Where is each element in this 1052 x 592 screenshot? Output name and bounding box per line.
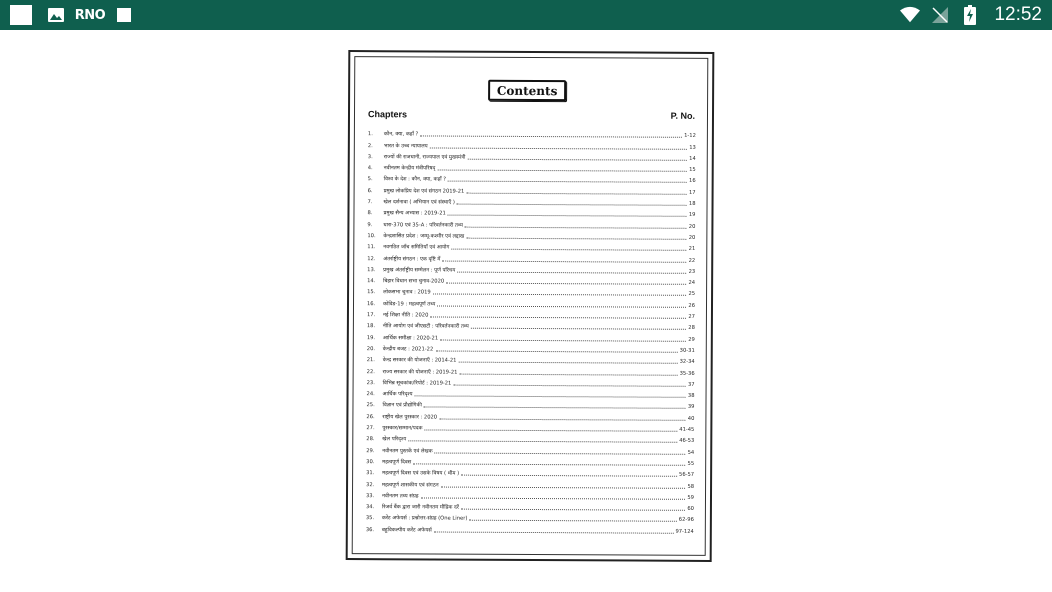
toc-row-number: 32. [366,481,375,488]
toc-row-page: 97-124 [675,528,694,535]
toc-row-title: करेंट अफेयर्स : प्रश्नोत्तर-संग्रह (One Liner) [381,515,468,523]
blank-notification-icon [10,5,32,25]
toc-row-page: 15 [689,167,696,174]
toc-row-page: 22 [688,257,696,264]
clock-time: 12:52 [994,4,1042,25]
toc-row-page: 46-53 [679,438,695,445]
toc-row-number: 17. [366,312,376,319]
toc-row-number: 14. [367,278,376,285]
toc-row-title: राष्ट्रीय खेल पुरस्कार : 2020 [382,413,438,421]
page-number-header: P. No. [670,110,696,121]
toc-row-page: 13 [689,144,696,151]
toc-row-number: 3. [367,154,373,161]
toc-row-title: अंतर्राष्ट्रीय संगठन : एक दृष्टि में [383,255,441,263]
toc-row-number: 22. [366,368,375,375]
toc-row-page: 58 [687,483,695,490]
toc-row-page: 41-45 [679,426,695,433]
toc-row-title: राज्यों की राजधानी, राज्यपाल एवं मुख्यमंत्री [383,154,466,161]
toc-row-number: 20. [366,346,376,353]
toc-row-page: 14 [689,155,696,162]
toc-row-title: कौन, क्या, कहाँ ? [383,131,419,138]
toc-row-number: 18. [366,323,376,330]
toc-row-page: 37 [687,381,695,388]
toc-row-number: 24. [366,391,375,398]
toc-row-title: विभिन्न सूचकांक/रिपोर्ट : 2019-21 [382,380,452,387]
battery-charging-icon [960,5,980,25]
font-icon [114,5,134,25]
toc-row-title: भारत के उच्च न्यायालय [383,142,428,150]
toc-row-number: 4. [367,165,373,172]
toc-row-title: नवीनतम केन्द्रीय मंत्रीपरिषद् [383,165,436,172]
toc-row-page: 18 [688,200,696,207]
toc-row-title: बहुविकल्पीय करेंट अफेयर्स [381,526,432,534]
toc-row-number: 6. [367,187,373,194]
toc-row-page: 23 [688,268,696,275]
toc-row-number: 15. [367,289,376,296]
toc-row-page: 59 [687,494,695,501]
toc-row-number: 28. [366,436,375,443]
contents-page [346,50,715,562]
toc-row-page: 54 [687,449,695,456]
toc-row-page: 20 [688,223,696,230]
toc-row-page: 39 [687,404,695,411]
toc-row-page: 55 [687,460,695,467]
toc-row-title: प्रमुख सैन्य अभ्यास : 2019-21 [383,210,446,217]
toc-row-title: नवीनतम पुस्तकें एवं लेखक [382,447,433,455]
status-bar [0,0,1052,30]
toc-row-page: 56-57 [679,471,695,479]
toc-row-title: केन्द्र सरकार की योजनाएँ : 2014-21 [382,357,457,364]
toc-row-number: 12. [367,255,376,262]
toc-row-number: 27. [366,425,375,432]
toc-row-title: बिहार विधान सभा चुनाव-2020 [383,278,445,285]
toc-row-number: 13. [367,267,376,274]
toc-row-title: खेल परिदृश्य [382,436,407,443]
toc-row-page: 28 [688,325,695,332]
document-image[interactable] [347,51,711,559]
toc-row-leader [434,530,674,533]
toc-row-number: 9. [367,221,373,228]
toc-row-page: 62-96 [678,517,694,524]
toc-row-title: आर्थिक समीक्षा : 2020-21 [382,334,439,342]
toc-row-number: 8. [367,210,373,217]
toc-row-number: 25. [366,402,375,409]
toc-row-title: केन्द्रीय बजट : 2021-22 [382,346,434,353]
toc-row-page: 1-12 [684,133,696,140]
toc-row-title: महत्वपूर्ण दिवस [382,459,412,466]
toc-row-title: प्रमुख लोकप्रिय देश एवं संगठन 2019-21 [383,188,465,195]
toc-row-number: 26. [366,413,375,420]
toc-row-page: 29 [688,336,695,343]
toc-row [366,522,694,535]
status-bar-left [10,4,134,26]
toc-row-title: नवीनतम तथ्य संग्रह [381,493,419,500]
toc-row-number: 7. [367,199,373,206]
toc-row-number: 19. [366,334,376,341]
toc-row-number: 11. [367,244,376,251]
toc-row-number: 16. [366,300,376,307]
toc-row-title: खेल दर्शनावा ( अभियान एवं संस्थाएँ ) [383,199,455,206]
toc-row-title: लोकसभा चुनाव : 2019 [383,289,431,296]
chapters-header: Chapters [367,109,408,120]
toc-row-number: 30. [366,459,375,466]
toc-row-number: 5. [367,176,373,183]
table-of-contents [366,126,696,534]
image-icon [46,5,66,25]
toc-row-page: 38 [687,392,695,399]
toc-row-page: 21 [688,246,696,253]
toc-row-title: प्रमुख अंतर्राष्ट्रीय सम्मेलन : पूर्ण परिचय [383,267,456,274]
toc-row-number: 33. [365,492,375,499]
toc-row-title: केन्द्रशासित प्रदेश : जम्मू-कश्मीर एवं लद्दाख [383,233,465,240]
toc-row-number: 21. [366,357,375,364]
app-text-icon: RNO [74,7,106,23]
toc-row-page: 17 [688,189,696,196]
contents-title: Contents [488,80,566,101]
toc-row-page: 26 [688,302,696,309]
toc-row-number: 1. [367,131,373,138]
toc-row-page: 16 [689,178,696,185]
toc-row-title: महत्वपूर्ण शासकीय एवं संगठन [382,481,439,489]
toc-row-title: रिजर्व बैंक द्वारा जारी नवीनतम मौद्रिक दरें [381,504,459,511]
toc-row-number: 36. [365,526,375,533]
toc-row-page: 40 [687,415,695,422]
signal-icon [930,5,950,25]
toc-row-page: 32-34 [679,359,695,366]
toc-row-title: नीति आयोग एवं जीएसटी : परिवर्तनकारी तथ्य [382,323,469,331]
toc-row-number: 31. [366,470,375,477]
toc-row-page: 24 [688,279,696,287]
toc-row-page: 35-36 [679,370,695,377]
toc-row-page: 25 [688,291,696,298]
toc-row-title: महत्वपूर्ण दिवस एवं उसके विषय ( थीम ) [382,470,460,477]
toc-row-title: धारा-370 एवं 35-A : परिवर्तनकारी तथ्य [383,221,463,229]
toc-row-number: 34. [365,504,375,511]
status-bar-right [900,3,1042,27]
toc-row-title: राज्य सरकार की योजनाएँ : 2019-21 [382,368,458,376]
toc-row-title: पुरस्कार/सम्मान/पदक [382,425,423,432]
toc-row-title: नवगठित जाँच समितियाँ एवं आयोग [383,244,450,251]
toc-row-page: 19 [688,212,696,219]
toc-row-title: विज्ञान एवं प्रौद्योगिकी [382,402,422,409]
toc-row-number: 2. [367,142,373,149]
toc-row-number: 10. [367,233,376,240]
wifi-icon [900,5,920,25]
toc-row-title: नई शिक्षा नीति : 2020 [382,312,429,319]
toc-row-page: 20 [688,234,696,241]
toc-row-title: विश्व के देश : कौन, क्या, कहाँ ? [383,176,447,184]
toc-row-title: आर्थिक परिदृश्य [382,391,413,398]
toc-row-number: 23. [366,379,375,387]
toc-row-page: 60 [687,505,694,512]
toc-row-number: 35. [365,515,375,522]
toc-row-number: 29. [366,447,375,454]
toc-row-title: कोविड-19 : महत्वपूर्ण तथ्य [382,300,436,308]
toc-row-page: 30-31 [679,347,695,354]
toc-row-page: 27 [688,313,695,320]
